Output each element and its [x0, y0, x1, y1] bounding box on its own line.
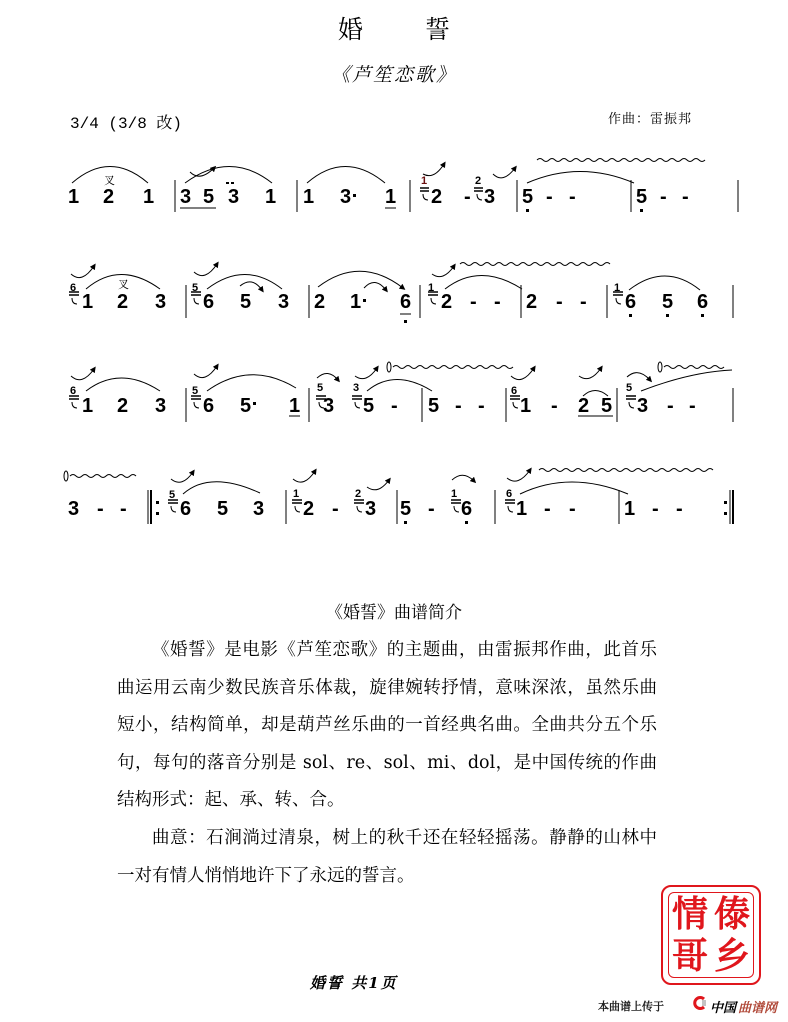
svg-text:2: 2	[117, 291, 129, 313]
page-count-label: 婚誓 共1页	[310, 974, 398, 992]
svg-text:6: 6	[511, 385, 518, 397]
svg-text:-: -	[470, 291, 477, 313]
svg-text:5: 5	[428, 395, 440, 417]
site-name-part2[interactable]: 曲谱网	[738, 1001, 778, 1016]
svg-text:6: 6	[697, 291, 709, 313]
svg-text:5: 5	[317, 382, 324, 394]
svg-text:6: 6	[400, 291, 412, 313]
svg-text:3: 3	[323, 395, 335, 417]
svg-text:2: 2	[431, 186, 443, 208]
svg-text:3: 3	[253, 498, 265, 520]
svg-text:-: -	[551, 395, 558, 417]
svg-text:5: 5	[217, 498, 229, 520]
svg-text:-: -	[120, 498, 127, 520]
svg-text:5: 5	[662, 291, 674, 313]
svg-text:6: 6	[461, 498, 473, 520]
svg-text:3: 3	[155, 291, 167, 313]
svg-text:5: 5	[626, 382, 633, 394]
svg-text:1: 1	[350, 291, 362, 313]
svg-text:2: 2	[526, 291, 538, 313]
svg-text:6: 6	[203, 291, 215, 313]
svg-text:1: 1	[293, 488, 300, 500]
svg-text:1: 1	[303, 186, 315, 208]
svg-text:-: -	[391, 395, 398, 417]
svg-text:1: 1	[82, 291, 94, 313]
seal-char: 情	[671, 894, 708, 935]
svg-text:1: 1	[624, 498, 636, 520]
svg-text:5: 5	[192, 385, 199, 397]
svg-text:2: 2	[578, 395, 590, 417]
svg-text:-: -	[478, 395, 485, 417]
svg-text:3: 3	[484, 186, 496, 208]
svg-text:6: 6	[70, 385, 77, 397]
svg-text:5: 5	[636, 186, 648, 208]
svg-text:叉: 叉	[104, 174, 115, 187]
intro-paragraph-1: 《婚誓》是电影《芦笙恋歌》的主题曲，由雷振邦作曲，此首乐曲运用云南少数民族音乐体裁，旋律婉转抒情，意味深浓，虽然乐曲短小，结构简单，却是葫芦丝乐曲的一首经典名曲。全曲共分五个乐句，每句的落音分别是 sol、re、sol、mi、dol，是中国传统的作曲结构形式：起、承、转、合。	[117, 640, 657, 810]
svg-text:3: 3	[365, 498, 377, 520]
svg-text:2: 2	[355, 488, 362, 500]
seal-char: 傣	[713, 894, 750, 935]
svg-text:3: 3	[340, 186, 352, 208]
svg-text:1: 1	[614, 282, 621, 294]
svg-text:1: 1	[520, 395, 532, 417]
seal-char: 乡	[713, 936, 750, 977]
svg-text:5: 5	[203, 186, 215, 208]
svg-text:1: 1	[421, 175, 428, 187]
svg-text:-: -	[494, 291, 501, 313]
svg-text:5: 5	[240, 291, 252, 313]
svg-text:1: 1	[289, 395, 301, 417]
svg-text:5: 5	[522, 186, 534, 208]
svg-text:-: -	[332, 498, 339, 520]
svg-text:5: 5	[363, 395, 375, 417]
svg-text:5: 5	[400, 498, 412, 520]
svg-text:3: 3	[353, 382, 360, 394]
score-subtitle: 《芦笙恋歌》	[330, 64, 457, 86]
svg-text:-: -	[569, 498, 576, 520]
svg-text:6: 6	[180, 498, 192, 520]
svg-text:3: 3	[228, 186, 240, 208]
svg-text:-: -	[428, 498, 435, 520]
svg-text:1: 1	[265, 186, 277, 208]
svg-text:5: 5	[169, 489, 176, 501]
svg-text:-: -	[97, 498, 104, 520]
svg-text:3: 3	[278, 291, 290, 313]
svg-text:-: -	[667, 395, 674, 417]
svg-text:-: -	[544, 498, 551, 520]
svg-text:1: 1	[385, 186, 397, 208]
svg-text:2: 2	[303, 498, 315, 520]
svg-text:-: -	[464, 186, 471, 208]
svg-text:-: -	[676, 498, 683, 520]
svg-text:2: 2	[475, 175, 482, 187]
svg-text:1: 1	[143, 186, 155, 208]
svg-text:2: 2	[117, 395, 129, 417]
svg-text:2: 2	[103, 186, 115, 208]
seal-char: 哥	[671, 936, 708, 977]
svg-text:-: -	[660, 186, 667, 208]
svg-text:3: 3	[68, 498, 80, 520]
svg-text:-: -	[682, 186, 689, 208]
site-name-part1[interactable]: 中国	[710, 1001, 737, 1016]
red-seal-stamp	[661, 885, 761, 985]
svg-text:-: -	[689, 395, 696, 417]
svg-text:6: 6	[625, 291, 637, 313]
svg-text:6: 6	[70, 282, 77, 294]
composer-credit: 作曲：雷振邦	[608, 112, 693, 127]
svg-text:5: 5	[240, 395, 252, 417]
score-title: 婚誓	[337, 15, 512, 44]
svg-text:-: -	[580, 291, 587, 313]
svg-text:-: -	[569, 186, 576, 208]
svg-text:3: 3	[155, 395, 167, 417]
svg-text:1: 1	[516, 498, 528, 520]
svg-text:6: 6	[203, 395, 215, 417]
svg-text:1: 1	[82, 395, 94, 417]
svg-text:叉: 叉	[118, 278, 129, 291]
time-signature: 3/4 (3/8 改)	[70, 115, 183, 133]
svg-text:1: 1	[68, 186, 80, 208]
svg-text:1: 1	[451, 488, 458, 500]
svg-text:-: -	[455, 395, 462, 417]
svg-text:3: 3	[637, 395, 649, 417]
intro-title: 《婚誓》曲谱简介	[326, 603, 462, 623]
svg-text:3: 3	[180, 186, 192, 208]
svg-text:1: 1	[428, 282, 435, 294]
svg-text:-: -	[546, 186, 553, 208]
svg-text:2: 2	[441, 291, 453, 313]
svg-text:2: 2	[314, 291, 326, 313]
upload-credit: 本曲谱上传于	[598, 1000, 664, 1013]
svg-text:5: 5	[601, 395, 613, 417]
intro-paragraph-2: 曲意：石涧淌过清泉，树上的秋千还在轻轻摇荡。静静的山林中一对有情人悄悄地许下了永远的誓言。	[117, 828, 657, 886]
svg-text:-: -	[556, 291, 563, 313]
svg-text:5: 5	[192, 282, 199, 294]
svg-text:-: -	[652, 498, 659, 520]
svg-text:6: 6	[506, 488, 513, 500]
site-logo-icon	[693, 996, 707, 1010]
